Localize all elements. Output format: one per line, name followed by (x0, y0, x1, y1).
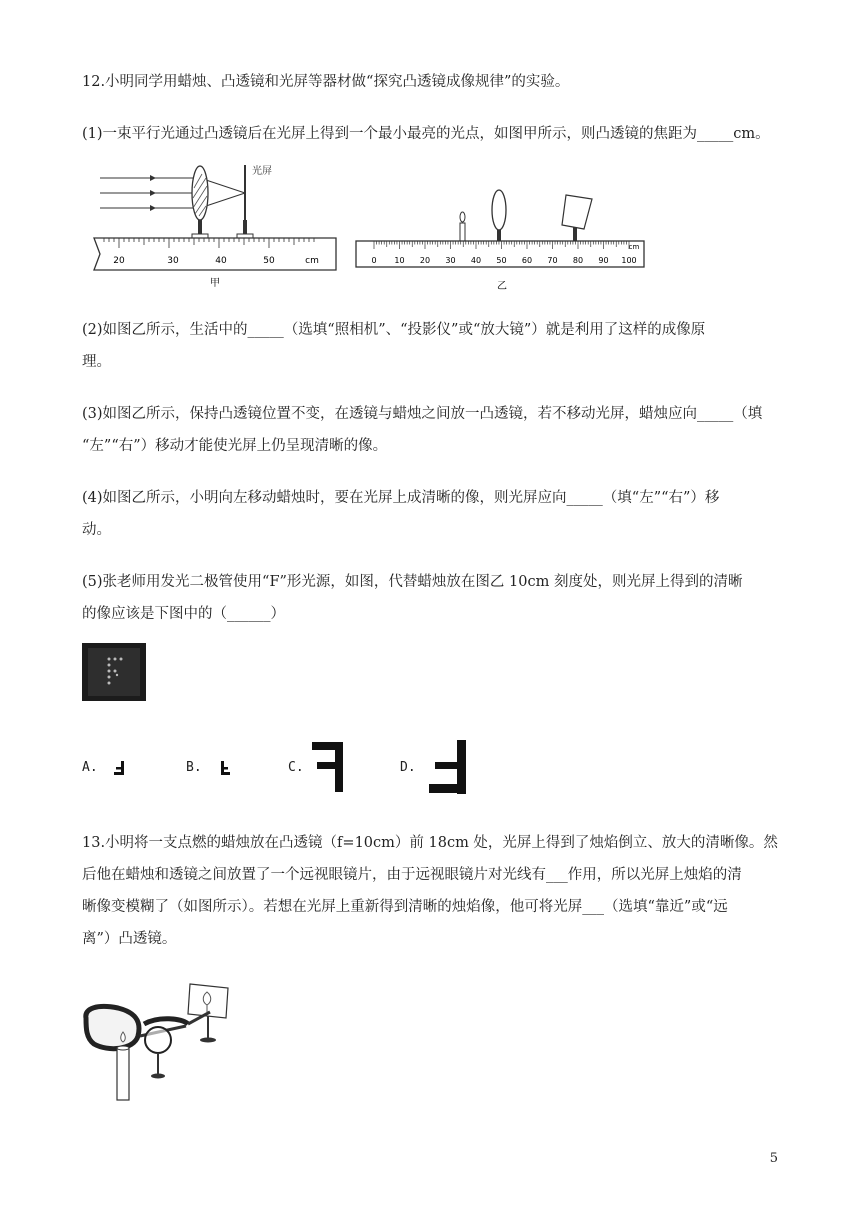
q12-part4-line1: (4)如图乙所示，小明向左移动蜡烛时，要在光屏上成清晰的像，则光屏应向_____（填“左”“右”）移 (82, 490, 720, 506)
q12-part2-line2: 理。 (82, 354, 111, 370)
option-b-label: B. (186, 760, 202, 775)
q13-line4: 离”）凸透镜。 (82, 931, 177, 947)
glasses-experiment-figure (78, 978, 238, 1108)
figure-jia (90, 160, 340, 290)
q12-part2-line1: (2)如图乙所示，生活中的_____（选填“照相机”、“投影仪”或“放大镜”）就是利用了这样的成像原 (82, 322, 706, 338)
q13-line2: 后他在蜡烛和透镜之间放置了一个远视眼镜片，由于远视眼镜片对光线有___作用，所以光屏上烛焰的清 (82, 867, 742, 883)
figure-yi (352, 185, 652, 295)
yi-tick-label: 40 (470, 256, 482, 265)
yi-tick-label: 50 (496, 256, 507, 265)
yi-tick-label: 10 (394, 256, 405, 265)
q12-part3-line1: (3)如图乙所示，保持凸透镜位置不变，在透镜与蜡烛之间放一凸透镜，若不移动光屏，蜡烛应向_____（填 (82, 406, 763, 422)
yi-tick-label: 90 (598, 256, 609, 265)
q12-part1: (1)一束平行光通过凸透镜后在光屏上得到一个最小最亮的光点，如图甲所示，则凸透镜的焦距为_____cm。 (82, 126, 770, 142)
yi-tick-label: 70 (547, 256, 558, 265)
option-a-label: A. (82, 760, 98, 775)
yi-tick-label: 100 (621, 256, 637, 265)
jia-tick-30: 30 (167, 256, 179, 266)
page-number: 5 (769, 1151, 778, 1166)
q12-part5-line1: (5)张老师用发光二极管使用“F”形光源，如图，代替蜡烛放在图乙 10cm 刻度处，则光屏上得到的清晰 (82, 574, 743, 590)
option-c-label: C. (288, 760, 304, 775)
jia-tick-20: 20 (113, 256, 125, 266)
q12-part4-line2: 动。 (82, 522, 111, 538)
jia-tick-40: 40 (215, 256, 227, 266)
option-d-label: D. (400, 760, 416, 775)
q12-stem: 12.小明同学用蜡烛、凸透镜和光屏等器材做“探究凸透镜成像规律”的实验。 (82, 74, 570, 90)
jia-tick-unit: cm (305, 256, 319, 266)
q12-part3-line2: “左”“右”）移动才能使光屏上仍呈现清晰的像。 (82, 438, 388, 454)
yi-tick-label: 0 (371, 256, 377, 265)
yi-caption: 乙 (497, 281, 507, 292)
q13-line1: 13.小明将一支点燃的蜡烛放在凸透镜（f=10cm）前 18cm 处，光屏上得到了烛焰倒立、放大的清晰像。然 (82, 835, 778, 851)
q13-line3: 晰像变模糊了（如图所示）。若想在光屏上重新得到清晰的烛焰像，他可将光屏___（选填“靠近”或“远 (82, 899, 728, 915)
option-d-image (425, 738, 471, 796)
led-f-source-image (82, 643, 146, 701)
yi-tick-label: 60 (521, 256, 533, 265)
yi-tick-label: 30 (445, 256, 456, 265)
yi-tick-label: 80 (572, 256, 584, 265)
jia-caption: 甲 (210, 278, 220, 289)
jia-tick-50: 50 (263, 256, 275, 266)
option-a-image (112, 758, 128, 778)
yi-unit: cm (628, 243, 640, 251)
screen-label: 光屏 (252, 166, 272, 177)
option-b-image (218, 758, 234, 778)
yi-tick-label: 20 (419, 256, 431, 265)
option-c-image (308, 740, 348, 794)
q12-part5-line2: 的像应该是下图中的（______） (82, 606, 285, 622)
